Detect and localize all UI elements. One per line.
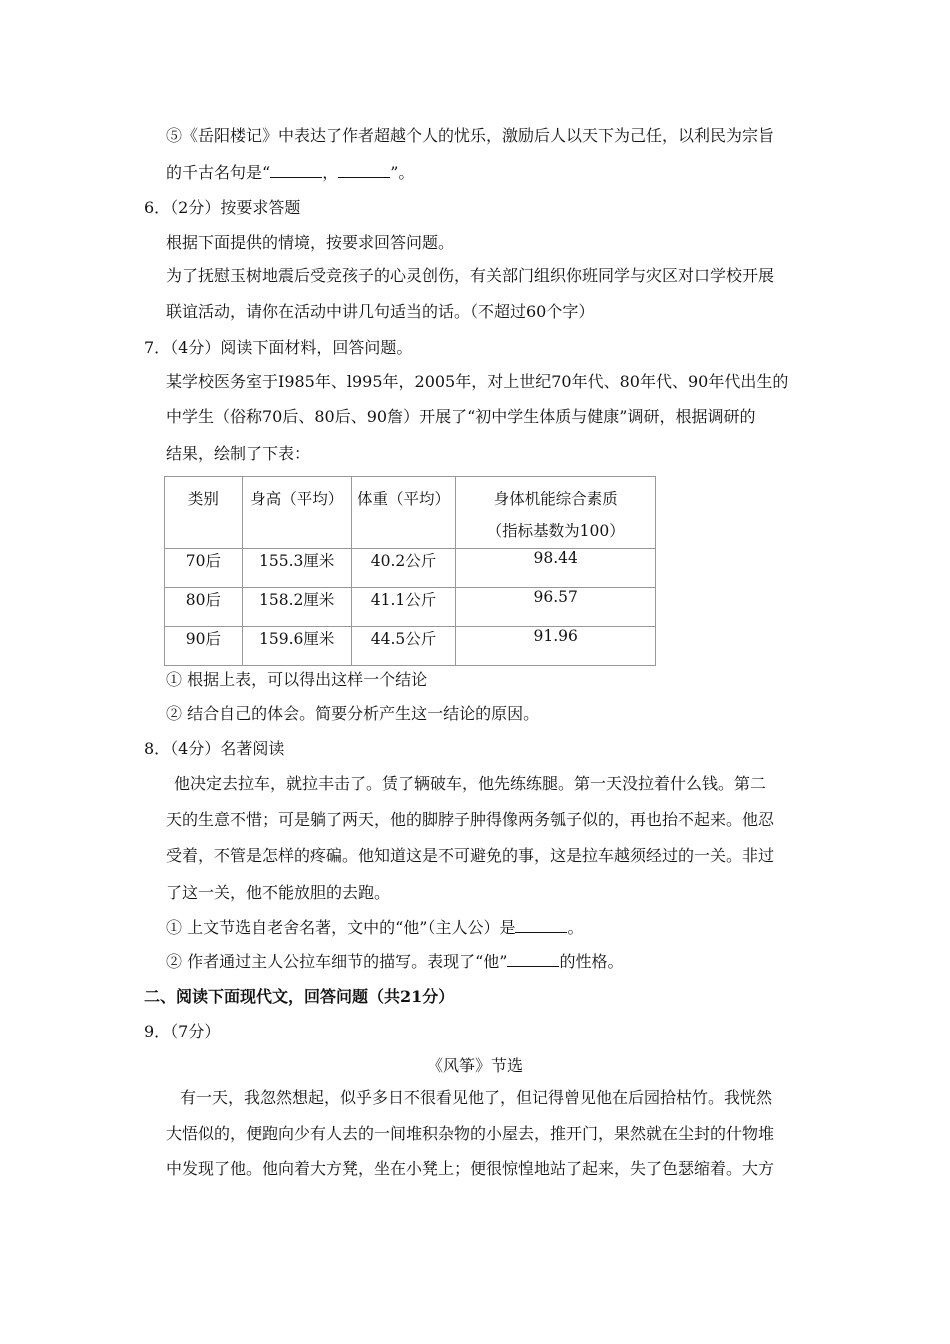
table-cell: 80后: [165, 588, 243, 627]
q9-para2: 大悟似的，便跑向少有人去的一间堆积杂物的小屋去，推开门，果然就在尘封的什物堆: [166, 1124, 775, 1143]
header-cell: 类别: [165, 477, 243, 549]
q8-para4: 了这一关，他不能放胆的去跑。: [166, 883, 391, 902]
q5-item5-line2: [166, 163, 414, 183]
fitness-table: [164, 476, 656, 666]
q8-para1: 他决定去拉车，就拉丰击了。赁了辆破车，他先练练腿。第一天没拉着什么钱。第二: [174, 774, 767, 793]
q6-title: 6．（2分）按要求答题: [144, 198, 301, 217]
table-cell: 98.44: [456, 549, 656, 588]
table-cell: 44.5公斤: [351, 627, 456, 666]
header-cell: 体重（平均）: [351, 477, 456, 549]
q5-line2-after: ”。: [390, 163, 415, 182]
q7-title: 7．（4分）阅读下面材料，回答问题。: [144, 338, 413, 357]
q8-para3: 受着，不管是怎样的疼碥。他知道这是不可避免的事，这是拉车越须经过的一关。非过: [166, 846, 775, 865]
q8-para2: 天的生意不惜；可是躺了两天，他的脚脖子肿得像两务瓠子似的，再也抬不起来。他忍: [166, 810, 775, 829]
q5-item5-line1: ⑤《岳阳楼记》中表达了作者超越个人的忧乐，激励后人以天下为己任，以利民为宗旨: [166, 126, 775, 145]
table-cell: 40.2公斤: [351, 549, 456, 588]
answer-blank: [507, 952, 559, 967]
table-cell: 159.6厘米: [242, 627, 351, 666]
q7-line3: 结果，绘制了下表：: [166, 444, 311, 463]
q9-title: 9．（7分）: [144, 1022, 221, 1041]
passage-title: 《风筝》节选: [426, 1056, 523, 1075]
section2-heading: 二、阅读下面现代文，回答问题（共21分）: [144, 987, 455, 1006]
answer-blank: [338, 163, 390, 178]
table-row: [165, 588, 656, 627]
q7-sub2: ② 结合自己的体会。简要分析产生这一结论的原因。: [166, 704, 540, 723]
answer-blank: [270, 163, 322, 178]
table-cell: 41.1公斤: [351, 588, 456, 627]
table-cell: 155.3厘米: [242, 549, 351, 588]
table-cell: 70后: [165, 549, 243, 588]
q9-para1: 有一天，我忽然想起，似乎多日不很看见他了，但记得曾见他在后园拾枯竹。我恍然: [180, 1088, 773, 1107]
q5-line2-before: 的千古名句是“: [166, 163, 271, 182]
q7-line2: 中学生（俗称70后、80后、90詹）开展了“初中学生体质与健康”调研，根据调研的: [166, 407, 756, 426]
table-row: [165, 627, 656, 666]
header-cell: 身高（平均）: [242, 477, 351, 549]
q8-title: 8．（4分）名著阅读: [144, 739, 285, 758]
q5-line2-mid: ，: [322, 163, 339, 182]
q7-line1: 某学校医务室于I985年、l995年，2005年，对上世纪70年代、80年代、90年代出生的: [166, 372, 789, 391]
q9-para3: 中发现了他。他向着大方凳，坐在小凳上；便很惊惶地站了起来，失了色瑟缩着。大方: [166, 1159, 775, 1178]
q6-line2: 为了抚慰玉树地震后受竞孩子的心灵创伤，有关部门组织你班同学与灾区对口学校开展: [166, 266, 775, 285]
q6-line1: 根据下面提供的情境，按要求回答问题。: [166, 233, 455, 252]
table-cell: 96.57: [456, 588, 656, 627]
table-cell: 91.96: [456, 627, 656, 666]
q8-sub1: ① 上文节选自老舍名著，文中的“他”（主人公）是 。: [166, 918, 584, 937]
header-cell: 身体机能综合素质 （指标基数为100）: [456, 477, 656, 549]
q7-sub1: ① 根据上表，可以得出这样一个结论: [166, 670, 428, 689]
q8-sub2: ② 作者通过主人公拉车细节的描写。表现了“他” 的性格。: [166, 952, 624, 971]
answer-blank: [515, 918, 567, 933]
table-header-row: [165, 477, 656, 549]
table-cell: 158.2厘米: [242, 588, 351, 627]
table-row: [165, 549, 656, 588]
table-cell: 90后: [165, 627, 243, 666]
q6-line3: 联谊活动，请你在活动中讲几句适当的话。（不超过60个字）: [166, 302, 595, 321]
